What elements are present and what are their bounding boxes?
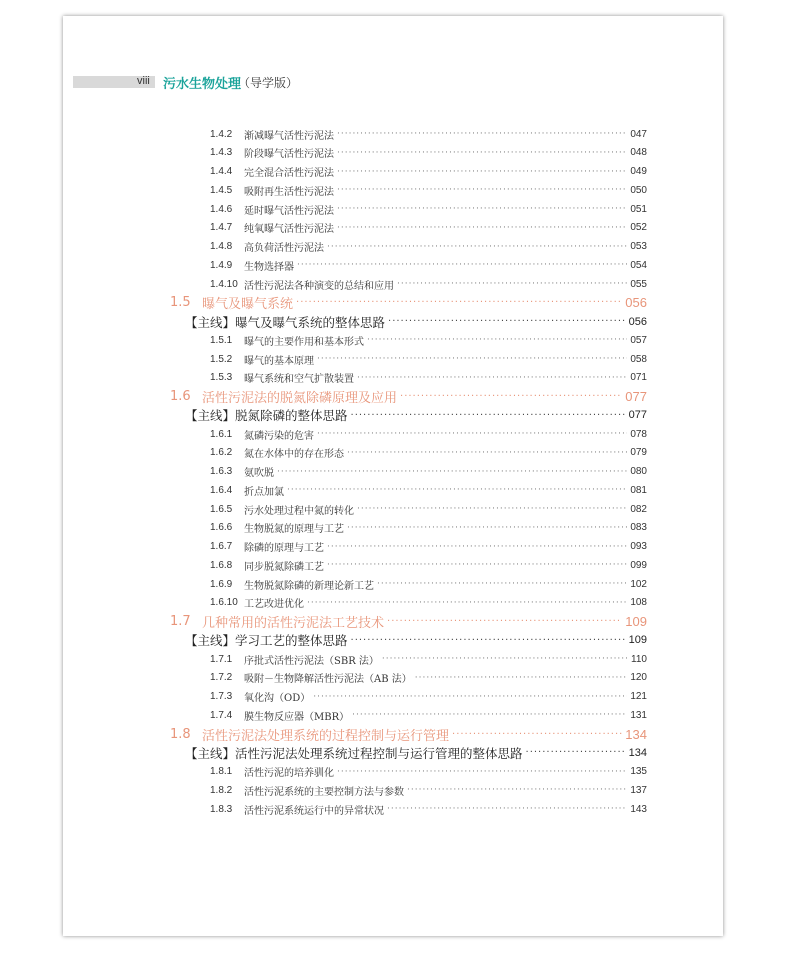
toc-page: 121: [630, 691, 647, 702]
toc-section: [170, 724, 647, 744]
toc-leader-dots: [337, 767, 627, 777]
toc-entry: [210, 144, 647, 162]
toc-number: 1.6.1: [210, 428, 233, 440]
toc-leader-dots: [337, 129, 627, 139]
toc-page: 047: [630, 128, 647, 140]
toc-leader-dots: [337, 148, 627, 158]
toc-page: 050: [630, 184, 647, 196]
toc-leader-dots: [357, 373, 627, 383]
toc-leader-dots: [337, 204, 627, 214]
toc-leader-dots: [351, 635, 626, 646]
toc-leader-dots: [287, 485, 627, 495]
toc-mainline: [185, 743, 647, 763]
toc-number: 1.4.4: [210, 166, 233, 177]
toc-number: 1.5.2: [210, 353, 233, 365]
toc-title: 活性污泥法各种演变的总结和应用: [244, 280, 394, 292]
toc-page: 052: [630, 222, 647, 234]
toc-page: 082: [630, 503, 647, 515]
toc-number: 1.6.4: [210, 484, 233, 496]
toc-page: 079: [630, 447, 647, 459]
toc-leader-dots: [452, 729, 622, 740]
toc-number: 1.5.3: [210, 372, 233, 384]
toc-number: 1.7.4: [210, 709, 233, 721]
toc-leader-dots: [297, 260, 627, 270]
toc-leader-dots: [388, 316, 626, 327]
toc-title: 完全混合活性污泥法: [244, 168, 334, 179]
toc-entry: [210, 463, 647, 481]
toc-leader-dots: [397, 279, 627, 289]
toc-leader-dots: [296, 297, 622, 308]
toc-entry: [210, 763, 647, 781]
toc-page: 056: [625, 295, 647, 311]
toc-title: 活性污泥法处理系统的过程控制与运行管理: [202, 728, 450, 744]
toc-page: 078: [630, 428, 647, 440]
toc-page: 137: [630, 784, 647, 796]
toc-title: 阶段曝气活性污泥法: [244, 149, 334, 161]
toc-number: 1.4.6: [210, 203, 233, 215]
toc-number: 1.4.3: [210, 147, 233, 159]
toc-entry: [210, 369, 647, 387]
toc-page: 077: [628, 409, 647, 422]
toc-leader-dots: [313, 692, 627, 702]
toc-page: 135: [630, 766, 647, 777]
toc-leader-dots: [327, 560, 627, 570]
toc-number: 1.7: [170, 614, 191, 629]
toc-title: 曝气的主要作用和基本形式: [244, 336, 364, 348]
toc-title: 渐减曝气活性污泥法: [244, 130, 334, 142]
toc-leader-dots: [377, 579, 627, 589]
toc-page: 108: [630, 597, 647, 609]
toc-mainline: [185, 630, 647, 650]
toc-entry: [210, 238, 647, 256]
toc-title: 生物选择器: [244, 261, 294, 273]
toc-title: 氮在水体中的存在形态: [244, 449, 344, 461]
toc-number: 1.6.5: [210, 503, 233, 515]
toc-title: 活性污泥系统运行中的异常状况: [244, 805, 384, 817]
toc-number: 1.6.6: [210, 522, 233, 534]
toc-title: 活性污泥系统的主要控制方法与参数: [244, 786, 404, 798]
toc-number: 1.8: [170, 726, 191, 742]
toc-number: 1.8.3: [210, 803, 233, 815]
toc-title: 生物脱氮除磷的新理论新工艺: [244, 580, 374, 592]
toc-leader-dots: [327, 242, 627, 252]
toc-section: [170, 612, 647, 632]
toc-page: 081: [630, 484, 647, 496]
toc-title: 除磷的原理与工艺: [244, 543, 324, 554]
toc-number: 1.4.5: [210, 184, 233, 196]
header-book-title: 污水生物处理: [163, 77, 242, 92]
toc-leader-dots: [351, 410, 626, 421]
toc-page: 055: [630, 278, 647, 290]
toc-leader-dots: [307, 598, 627, 608]
toc-page: 110: [631, 653, 647, 665]
toc-title: 几种常用的活性污泥法工艺技术: [202, 616, 385, 631]
toc-page: 051: [630, 203, 647, 215]
toc-number: 1.8.1: [210, 766, 233, 777]
toc-page: 053: [630, 241, 647, 252]
toc-entry: [210, 275, 647, 293]
toc-title: 纯氧曝气活性污泥法: [244, 224, 334, 236]
toc-leader-dots: [526, 747, 626, 758]
toc-leader-dots: [337, 185, 627, 195]
toc-number: 1.6.3: [210, 466, 233, 477]
toc-title: 曝气的基本原理: [244, 355, 314, 367]
toc-page: 093: [630, 541, 647, 552]
toc-leader-dots: [407, 785, 627, 795]
toc-entry: [210, 575, 647, 593]
toc-leader-dots: [387, 804, 627, 814]
toc-title: 氨吹脱: [244, 468, 274, 479]
toc-entry: [210, 500, 647, 518]
toc-number: 1.6.9: [210, 578, 233, 590]
toc-entry: [210, 181, 647, 199]
toc-page: 058: [630, 353, 647, 365]
toc-title: 高负荷活性污泥法: [244, 243, 324, 254]
header-page-number: viii: [137, 75, 150, 87]
toc-title: 折点加氯: [244, 486, 284, 498]
toc-title: 吸附－生物降解活性污泥法（AB 法）: [244, 674, 412, 686]
toc-mainline: [185, 312, 647, 332]
toc-title: 同步脱氮除磷工艺: [244, 561, 324, 573]
toc-leader-dots: [400, 391, 622, 402]
toc-page: 099: [630, 559, 647, 571]
toc-title: 吸附再生活性污泥法: [244, 186, 334, 198]
toc-number: 1.4.2: [210, 128, 233, 140]
toc-entry: [210, 538, 647, 556]
toc-entry: [210, 444, 647, 462]
toc-title: 氧化沟（OD）: [244, 693, 311, 704]
toc-title: 污水处理过程中氮的转化: [244, 505, 354, 517]
toc-page: 083: [630, 522, 647, 534]
toc-leader-dots: [337, 167, 627, 177]
toc-number: 1.4.7: [210, 222, 233, 234]
toc-leader-dots: [415, 673, 628, 683]
toc-number: 1.6.8: [210, 559, 233, 571]
toc-page: 048: [630, 147, 647, 159]
toc-leader-dots: [347, 448, 627, 458]
toc-entry: [210, 669, 647, 687]
toc-entry: [210, 800, 647, 818]
toc-entry: [210, 219, 647, 237]
toc-title: 膜生物反应器（MBR）: [244, 711, 350, 723]
toc-title: 序批式活性污泥法（SBR 法）: [244, 655, 379, 667]
header-edition: （导学版）: [238, 76, 299, 90]
toc-page: 143: [630, 803, 647, 815]
toc-entry: [210, 650, 647, 668]
toc-entry: [210, 331, 647, 349]
toc-entry: [210, 688, 647, 706]
toc-entry: [210, 425, 647, 443]
toc-title: 【主线】脱氮除磷的整体思路: [185, 408, 348, 424]
toc-entry: [210, 706, 647, 724]
toc-number: 1.4.8: [210, 241, 233, 252]
toc-leader-dots: [317, 429, 627, 439]
toc-entry: [210, 594, 647, 612]
toc-entry: [210, 163, 647, 181]
toc-entry: [210, 781, 647, 799]
toc-title: 工艺改进优化: [244, 599, 304, 611]
toc-number: 1.7.1: [210, 653, 233, 665]
toc-leader-dots: [357, 504, 627, 514]
toc-number: 1.7.3: [210, 691, 233, 702]
toc-title: 曝气系统和空气扩散装置: [244, 374, 354, 386]
toc-entry: [210, 200, 647, 218]
toc-page: 057: [630, 334, 647, 346]
toc-title: 【主线】学习工艺的整体思路: [185, 633, 348, 649]
toc-page: 134: [625, 726, 647, 742]
toc-number: 1.6.10: [210, 597, 238, 609]
toc-title: 延时曝气活性污泥法: [244, 205, 334, 217]
toc-entry: [210, 481, 647, 499]
toc-page: 102: [630, 578, 647, 590]
toc-leader-dots: [317, 354, 627, 364]
toc-page: 134: [628, 746, 647, 759]
toc-title: 曝气及曝气系统: [202, 297, 294, 313]
toc-mainline: [185, 405, 647, 425]
toc-number: 1.7.2: [210, 672, 233, 684]
toc-title: 氮磷污染的危害: [244, 430, 314, 442]
toc-page: 080: [630, 466, 647, 477]
toc-number: 1.4.10: [210, 278, 238, 290]
toc-title: 活性污泥法的脱氮除磷原理及应用: [202, 391, 398, 406]
toc-leader-dots: [382, 654, 628, 664]
toc-number: 1.4.9: [210, 259, 233, 271]
toc-page: 054: [630, 259, 647, 271]
toc-page: 077: [625, 389, 647, 404]
toc-number: 1.5.1: [210, 334, 233, 346]
toc-number: 1.6.2: [210, 447, 233, 459]
toc-page: 131: [630, 709, 647, 721]
toc-section: [170, 387, 647, 407]
toc-entry: [210, 125, 647, 143]
toc-leader-dots: [327, 542, 627, 552]
toc-page: 049: [630, 166, 647, 177]
toc-number: 1.5: [170, 295, 191, 311]
toc-number: 1.6: [170, 389, 191, 404]
toc-leader-dots: [337, 223, 627, 233]
toc-number: 1.6.7: [210, 541, 233, 552]
toc-entry: [210, 519, 647, 537]
toc-title: 生物脱氮的原理与工艺: [244, 524, 344, 536]
toc-page: 071: [630, 372, 647, 384]
toc-title: 活性污泥的培养驯化: [244, 768, 334, 779]
toc-number: 1.8.2: [210, 784, 233, 796]
toc-page: 109: [628, 634, 647, 647]
toc-title: 【主线】活性污泥法处理系统过程控制与运行管理的整体思路: [185, 745, 523, 761]
toc-leader-dots: [387, 616, 622, 627]
toc-entry: [210, 556, 647, 574]
toc-leader-dots: [347, 523, 627, 533]
toc-entry: [210, 256, 647, 274]
toc-leader-dots: [277, 467, 627, 477]
toc-leader-dots: [367, 335, 627, 345]
toc-section: [170, 293, 647, 313]
toc-entry: [210, 350, 647, 368]
toc-leader-dots: [352, 710, 627, 720]
toc-title: 【主线】曝气及曝气系统的整体思路: [185, 314, 386, 330]
toc-page: 056: [628, 315, 647, 328]
toc-page: 120: [630, 672, 647, 684]
toc-page: 109: [625, 614, 647, 629]
